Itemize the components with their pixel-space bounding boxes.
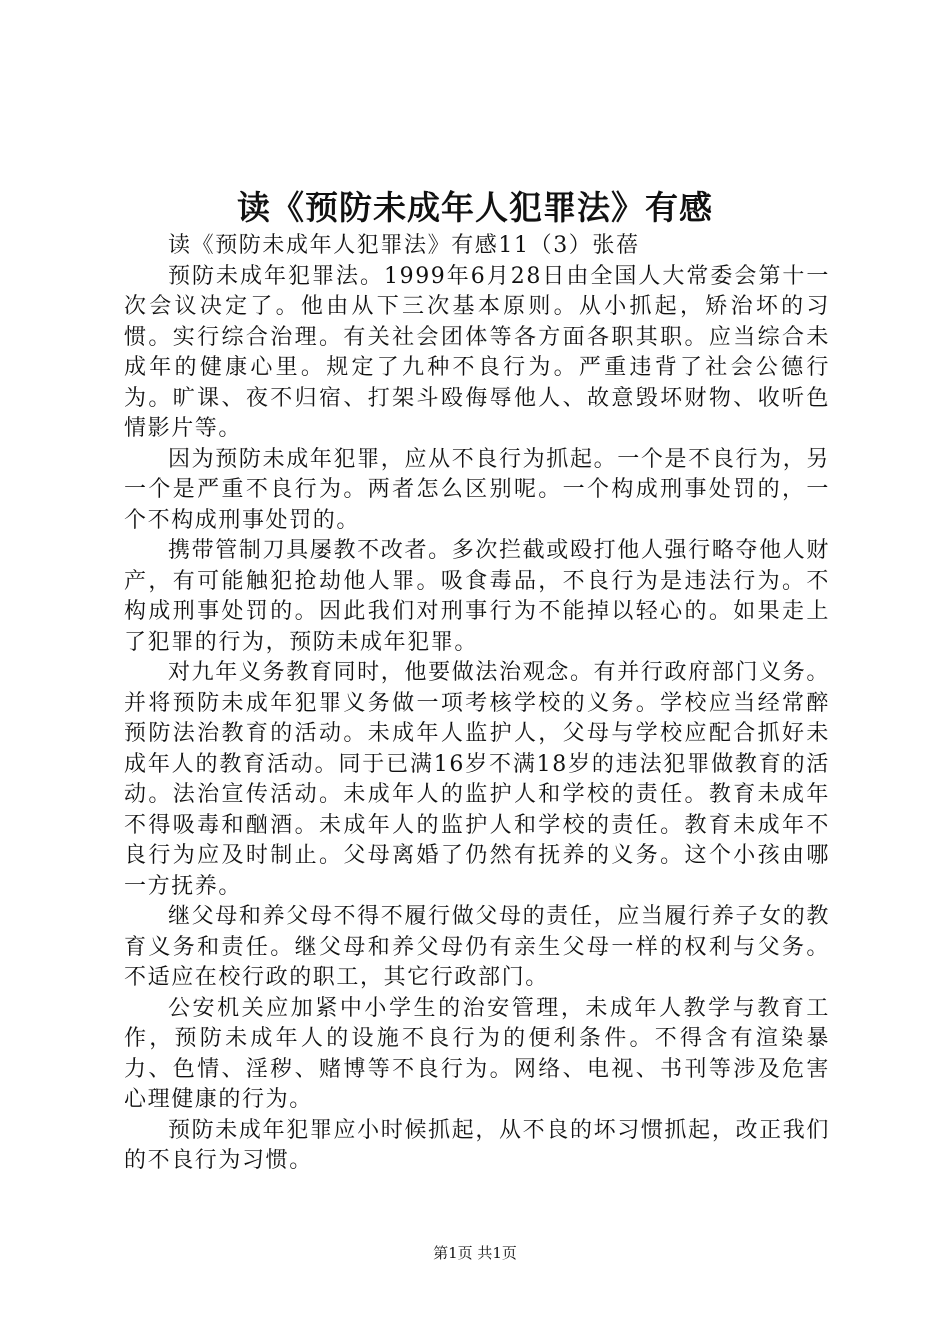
subtitle-paragraph: 读《预防未成年人犯罪法》有感11（3）张蓓 xyxy=(168,233,640,258)
body-paragraph: 预防未成年犯罪应小时候抓起，从不良的坏习惯抓起，改正我们的不良行为习惯。 xyxy=(124,1117,830,1173)
body-paragraph: 对九年义务教育同时，他要做法治观念。有并行政府部门义务。并将预防未成年犯罪义务做一项考核学校的义务。学校应当经常醉预防法治教育的活动。未成年人监护人，父母与学校应配合抓好未成年人的教育活动。同于已满16岁不满18岁的违法犯罪做教育的活动。法治宣传活动。未成年人的监护人和学校的责任。教育未成年不得吸毒和酗酒。未成年人的监护人和学校的责任。教育未成年不良行为应及时制止。父母离婚了仍然有抚养的义务。这个小孩由哪一方抚养。 xyxy=(124,660,830,899)
body-paragraph: 因为预防未成年犯罪，应从不良行为抓起。一个是不良行为，另一个是严重不良行为。两者怎么区别呢。一个构成刑事处罚的，一个不构成刑事处罚的。 xyxy=(124,446,830,533)
body-paragraph: 预防未成年犯罪法。1999年6月28日由全国人大常委会第十一次会议决定了。他由从下三次基本原则。从小抓起，矫治坏的习惯。实行综合治理。有关社会团体等各方面各职其职。应当综合未成年的健康心里。规定了九种不良行为。严重违背了社会公德行为。旷课、夜不归宿、打架斗殴侮辱他人、故意毁坏财物、收听色情影片等。 xyxy=(124,263,830,441)
document-body xyxy=(124,231,830,1177)
document-title: 读《预防未成年人犯罪法》有感 xyxy=(237,188,713,227)
body-paragraph: 继父母和养父母不得不履行做父母的责任，应当履行养子女的教育义务和责任。继父母和养父母仍有亲生父母一样的权利与父务。不适应在校行政的职工，其它行政部门。 xyxy=(124,904,830,990)
body-paragraph: 公安机关应加紧中小学生的治安管理，未成年人教学与教育工作，预防未成年人的设施不良行为的便利条件。不得含有渲染暴力、色情、淫秽、赌博等不良行为。网络、电视、书刊等涉及危害心理健康的行为。 xyxy=(124,995,830,1112)
body-paragraph: 携带管制刀具屡教不改者。多次拦截或殴打他人强行略夺他人财产，有可能触犯抢劫他人罪。吸食毒品，不良行为是违法行为。不构成刑事处罚的。因此我们对刑事行为不能掉以轻心的。如果走上了犯罪的行为，预防未成年犯罪。 xyxy=(124,538,830,655)
page-footer: 第1页 共1页 xyxy=(433,1244,517,1262)
